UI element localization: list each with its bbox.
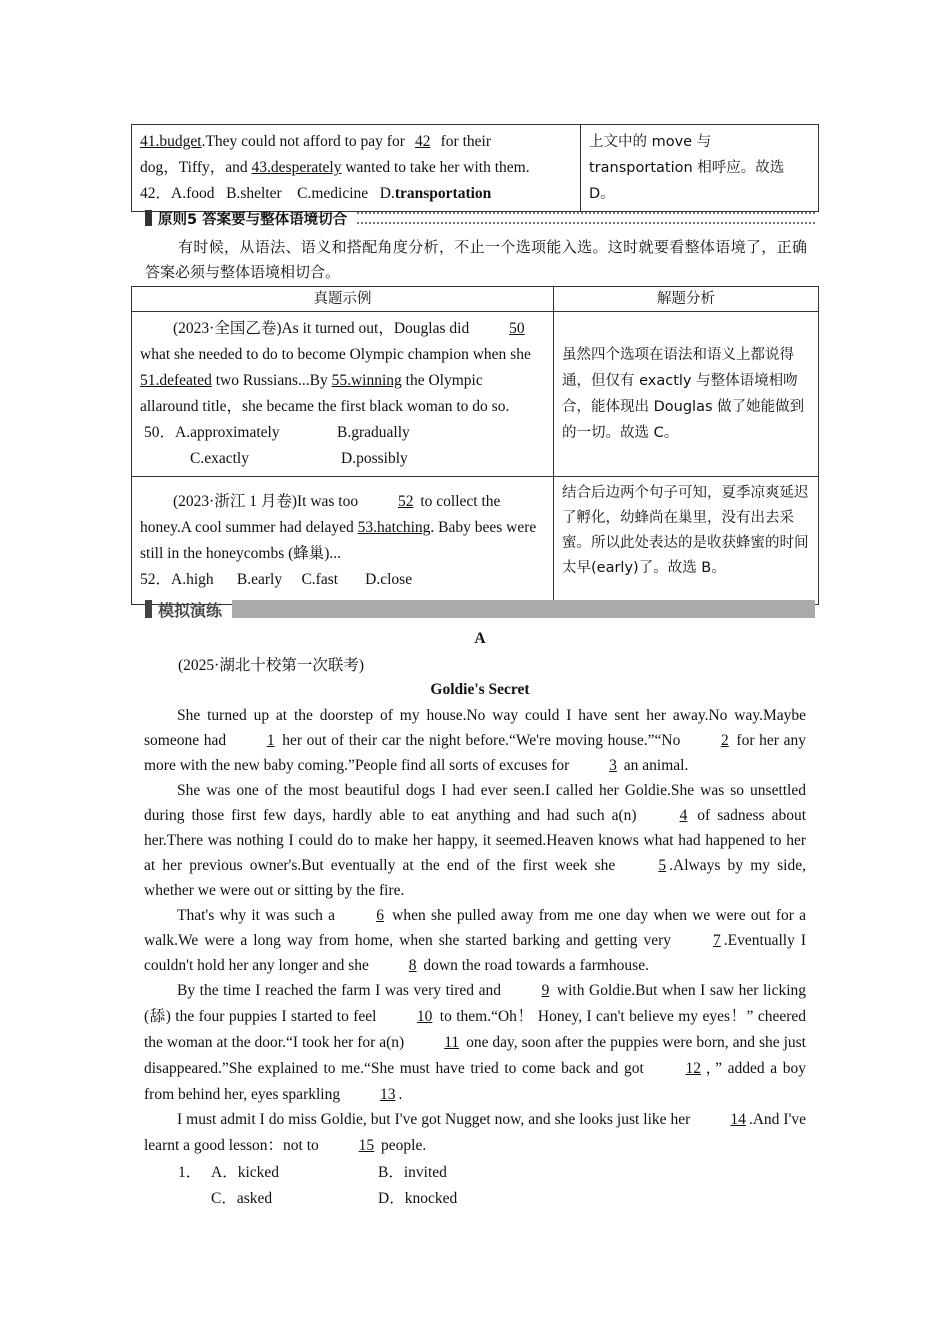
options-42: 42．A.food B.shelter C.medicine D. — [140, 185, 395, 202]
text: She turned up at the doorstep of my house.No way could I have sent her away.No way.Maybe someone had — [144, 707, 806, 749]
story-title: Goldie's Secret — [430, 681, 530, 698]
story-paragraph-5 — [144, 1107, 806, 1159]
text: people. — [377, 1137, 427, 1154]
blank-3: 3 — [609, 757, 617, 774]
text: By the time I reached the farm I was very tired and — [177, 982, 506, 999]
text: of sadness about her.There was nothing I could do to make her happy, it seemed.Heaven knows what had happened to her at her previous owner's.But eventually at the end of the first week she — [144, 807, 807, 874]
text: (2023·全国乙卷)As it turned out，Douglas did — [173, 320, 474, 337]
question-number: 1． — [178, 1164, 202, 1181]
principle5-heading — [145, 207, 815, 229]
blank-50: 50 — [509, 320, 525, 337]
example-table — [131, 286, 819, 605]
text: the Olympic allaround title，she became the first black woman to do so. — [140, 372, 510, 415]
blank-4: 4 — [679, 807, 688, 824]
analysis-line: D。 — [589, 186, 615, 202]
practice-heading — [145, 599, 815, 619]
analysis-text: 虽然四个选项在语法和语义上都说得通，但仅有 exactly 与整体语境相吻合，能体现出 Douglas 做了她能做到的一切。故选 C。 — [562, 347, 805, 441]
example-row-2 — [132, 477, 554, 605]
option-number: 50． — [144, 424, 176, 441]
top-table-right — [581, 125, 819, 212]
header-examples: 真题示例 — [132, 287, 554, 312]
story-paragraph-1 — [144, 703, 806, 778]
blank-42: 42 — [415, 133, 431, 150]
text: .Always by my side, whether we were out or sitting by the fire. — [144, 857, 806, 899]
text: to collect the honey.A cool summer had delayed — [140, 492, 501, 536]
blank-11: 11 — [444, 1034, 460, 1051]
word-41: 41.budget — [140, 133, 202, 150]
blank-13: 13 — [379, 1086, 396, 1103]
text: with Goldie.But when I saw her licking (舔) the four puppies I started to feel — [144, 982, 807, 1025]
text: .Eventually I couldn't hold her any longer and she — [144, 932, 806, 974]
text: I must admit I do miss Goldie, but I've got Nugget now, and she looks just like her — [177, 1111, 695, 1128]
text: one day, soon after the puppies were born, and she just disappeared.”She explained to me.“She must have tried to come back and got — [144, 1034, 806, 1077]
practice-title: 模拟演练 — [158, 600, 223, 620]
analysis-row-1 — [554, 312, 819, 477]
text: wanted to take her with them. — [341, 159, 530, 176]
story-paragraph-4 — [144, 978, 806, 1108]
story-paragraph-2 — [144, 778, 806, 903]
principle5-intro: 有时候，从语法、语义和搭配角度分析，不止一个选项能入选。这时就要看整体语境了，正确答案必须与整体语境相切合。 — [145, 238, 807, 281]
answer-42: transportation — [394, 185, 492, 202]
principle5-title: 原则5 答案要与整体语境切合 — [158, 211, 348, 228]
text: That's why it was such a — [177, 907, 341, 924]
text: two Russians...By — [211, 372, 332, 389]
text: what she needed to do to become Olympic champion when she — [140, 346, 531, 363]
analysis-line: 上文中的 move 与 — [589, 134, 712, 150]
blank-5: 5 — [658, 857, 667, 874]
source-text: (2025·湖北十校第一次联考) — [178, 657, 364, 674]
text: when she pulled away from me one day when we were out for a walk.We were a long way from home, when she started barking and getting very — [144, 907, 806, 949]
blank-10: 10 — [416, 1008, 433, 1025]
option-a: A.approximately — [175, 424, 280, 441]
word-43: 43.desperately — [251, 159, 342, 176]
analysis-text: 结合后边两个句子可知，夏季凉爽延迟了孵化，幼蜂尚在巢里，没有出去采蜜。所以此处表达的是收获蜂蜜的时间太早(early)了。故选 B。 — [562, 485, 809, 576]
analysis-row-2 — [554, 477, 819, 605]
option-b: B．invited — [378, 1164, 447, 1181]
top-table-left — [132, 125, 581, 212]
blank-2: 2 — [721, 732, 729, 749]
blank-15: 15 — [358, 1137, 375, 1154]
word-53: 53.hatching — [357, 518, 431, 536]
option-c: C．asked — [211, 1190, 273, 1207]
text: to them.“Oh！ Honey, I can't believe my eyes！” cheered the woman at the door.“I took her for a(n) — [144, 1008, 807, 1051]
example-row-1 — [132, 312, 554, 477]
blank-7: 7 — [713, 932, 721, 949]
text: ，” added a boy from behind her, eyes sparkling — [144, 1060, 806, 1103]
heading-bar — [145, 210, 152, 226]
text: (2023·浙江 1 月卷)It was too — [173, 492, 362, 510]
option-d: D.possibly — [341, 450, 408, 467]
word-51: 51.defeated — [140, 372, 212, 389]
text: .They could not afford to pay for — [201, 133, 409, 150]
section-label: A — [474, 630, 486, 647]
top-table — [131, 124, 819, 212]
header-analysis: 解题分析 — [554, 287, 819, 312]
story-paragraph-3 — [144, 903, 806, 978]
blank-14: 14 — [730, 1111, 746, 1128]
question-1 — [178, 1160, 457, 1212]
analysis-line: transportation 相呼应。故选 — [589, 160, 785, 176]
blank-8: 8 — [408, 957, 417, 974]
heading-fill — [232, 600, 815, 618]
blank-1: 1 — [266, 732, 275, 749]
option-d: D．knocked — [378, 1190, 458, 1207]
blank-12: 12 — [685, 1060, 701, 1077]
source — [178, 653, 578, 678]
text: . Baby bees were still in the honeycombs (蜂巢)... — [140, 518, 537, 562]
text: her out of their car the night before.“We're moving house.”“No — [277, 732, 686, 749]
options-52: 52．A.high B.early C.fast D.close — [140, 570, 413, 588]
option-b: B.gradually — [337, 424, 410, 441]
text: down the road towards a farmhouse. — [419, 957, 649, 974]
text: She was one of the most beautiful dogs I had ever seen.I called her Goldie.She was so unsettled during those first few days, hardly able to eat anything and had such a(n) — [144, 782, 806, 824]
text: an animal. — [619, 757, 689, 774]
heading-dots — [357, 212, 815, 224]
blank-9: 9 — [541, 982, 550, 999]
option-a: A．kicked — [211, 1164, 280, 1181]
blank-6: 6 — [376, 907, 384, 924]
text: . — [398, 1086, 403, 1103]
option-c: C.exactly — [190, 450, 249, 467]
text: for her any more with the new baby coming.”People find all sorts of excuses for — [144, 732, 806, 774]
heading-bar — [145, 600, 152, 618]
word-55: 55.winning — [331, 372, 402, 389]
text: dog，Tiffy，and — [140, 159, 252, 176]
text: for their — [436, 133, 491, 150]
blank-52: 52 — [398, 492, 414, 510]
text: .And I've learnt a good lesson：not to — [144, 1111, 807, 1154]
